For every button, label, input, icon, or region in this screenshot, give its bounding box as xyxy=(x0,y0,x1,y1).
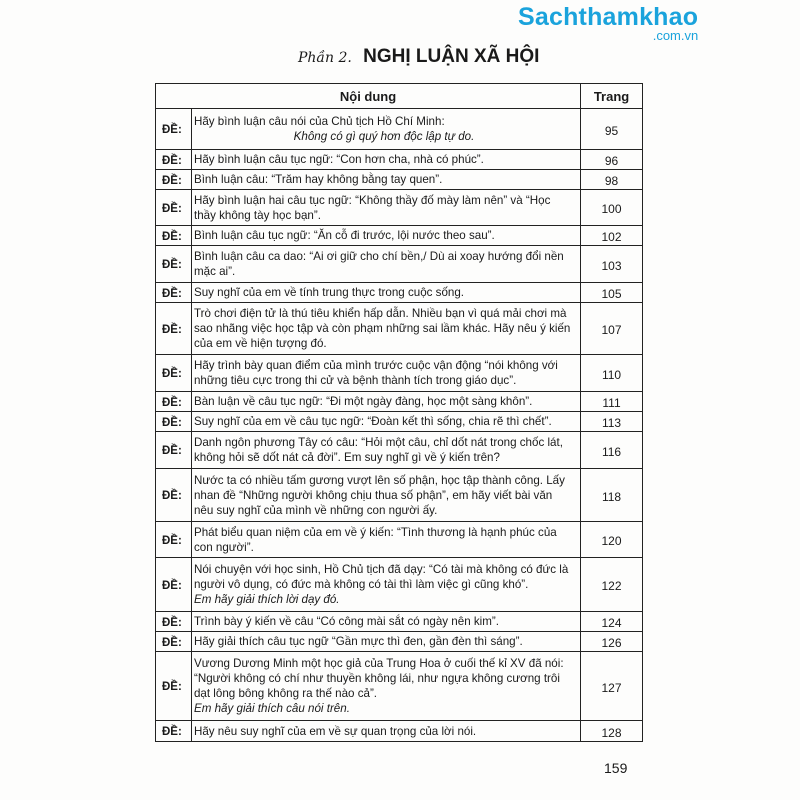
table-row xyxy=(156,412,643,432)
table-row xyxy=(156,303,643,355)
row-text-line: Nước ta có nhiều tấm gương vượt lên số phận, học tập thành công. Lấy nhan đề “Những người không chịu thua số phận”, em hãy viết bài văn nêu suy nghĩ của mình về những con người ấy. xyxy=(193,473,565,517)
table-row xyxy=(156,392,643,412)
row-content xyxy=(191,721,580,742)
watermark-domain: .com.vn xyxy=(652,28,699,43)
table-row xyxy=(156,226,643,246)
row-label: ĐỀ: xyxy=(156,558,192,612)
row-label: ĐỀ: xyxy=(156,469,192,522)
row-label: ĐỀ: xyxy=(156,432,192,469)
row-content xyxy=(191,246,580,283)
table-row xyxy=(156,246,643,283)
header-page: Trang xyxy=(581,84,643,109)
row-text-line: Suy nghĩ của em về tính trung thực trong cuộc sống. xyxy=(193,286,465,299)
row-content xyxy=(191,612,580,632)
row-text-line: Hãy nêu suy nghĩ của em về sự quan trọng của lời nói. xyxy=(193,724,477,738)
row-text-line: Hãy bình luận hai câu tục ngữ: “Không thầy đố mày làm nên” và “Học thầy không tày học bạn”. xyxy=(193,193,551,222)
row-content xyxy=(191,109,580,150)
table-row xyxy=(156,721,643,742)
table-row xyxy=(156,558,643,612)
header-content: Nội dung xyxy=(156,84,581,109)
row-content xyxy=(191,632,580,652)
row-text-line: Trò chơi điện tử là thú tiêu khiển hấp dẫn. Nhiều bạn vì quá mải chơi mà sao nhãng việc học tập và còn phạm những sai lầm khác. Hãy nêu ý kiến của em về hiện tượng đó. xyxy=(193,307,571,350)
table-row xyxy=(156,190,643,226)
contents-table xyxy=(155,83,643,742)
page-number: 159 xyxy=(604,760,628,776)
row-label: ĐỀ: xyxy=(156,355,192,392)
row-label: ĐỀ: xyxy=(156,150,192,170)
row-content xyxy=(191,303,580,355)
page-title xyxy=(298,46,539,68)
section-title: NGHỊ LUẬN XÃ HỘI xyxy=(363,46,540,67)
row-content xyxy=(191,150,580,170)
table-row xyxy=(156,109,643,150)
row-text-line: Em hãy giải thích câu nói trên. xyxy=(193,702,350,715)
row-label: ĐỀ: xyxy=(156,226,192,246)
row-text-line: Danh ngôn phương Tây có câu: “Hỏi một câu, chỉ dốt nát trong chốc lát, không hỏi sẽ dốt nát cả đời”. Em suy nghĩ gì về ý kiến trên? xyxy=(193,436,563,464)
row-label: ĐỀ: xyxy=(156,612,192,632)
row-text-line: Nói chuyện với học sinh, Hồ Chủ tịch đã dạy: “Có tài mà không có đức là người vô dụng, có đức mà không có tài thì làm việc gì cũng khó”. xyxy=(193,563,569,591)
row-content xyxy=(191,170,580,190)
table-header-row xyxy=(156,84,643,109)
row-page-number: 111 xyxy=(581,392,643,412)
row-label: ĐỀ: xyxy=(156,190,192,226)
row-page-number: 105 xyxy=(581,283,643,303)
part-label: Phần 2. xyxy=(298,50,352,66)
row-label: ĐỀ: xyxy=(156,109,192,150)
row-label: ĐỀ: xyxy=(156,721,192,742)
row-page-number: 118 xyxy=(581,469,643,522)
row-text-line: Hãy bình luận câu nói của Chủ tịch Hồ Chí Minh: xyxy=(193,115,445,128)
row-content xyxy=(191,432,580,469)
row-page-number: 113 xyxy=(581,412,643,432)
table-row xyxy=(156,632,643,652)
row-page-number: 126 xyxy=(581,632,643,652)
row-page-number: 122 xyxy=(581,558,643,612)
row-text-line: Không có gì quý hơn độc lập tự do. xyxy=(293,130,475,143)
table-row xyxy=(156,355,643,392)
row-content xyxy=(191,558,580,612)
table-row xyxy=(156,150,643,170)
row-page-number: 102 xyxy=(581,226,643,246)
row-label: ĐỀ: xyxy=(156,652,192,721)
table-row xyxy=(156,612,643,632)
row-label: ĐỀ: xyxy=(156,246,192,283)
row-text-line: Hãy trình bày quan điểm của mình trước cuộc vận động “nói không với những tiêu cực trong thi cử và bệnh thành tích trong giáo dục”. xyxy=(193,359,558,387)
row-content xyxy=(191,355,580,392)
table-row xyxy=(156,170,643,190)
row-text-line: Em hãy giải thích lời dạy đó. xyxy=(193,593,340,606)
row-page-number: 128 xyxy=(581,721,643,742)
row-page-number: 124 xyxy=(581,612,643,632)
row-label: ĐỀ: xyxy=(156,632,192,652)
row-content xyxy=(191,392,580,412)
row-page-number: 116 xyxy=(581,432,643,469)
watermark-brand: Sachthamkhao xyxy=(518,3,699,31)
row-label: ĐỀ: xyxy=(156,283,192,303)
row-page-number: 100 xyxy=(581,190,643,226)
row-label: ĐỀ: xyxy=(156,170,192,190)
row-text-line: Hãy bình luận câu tục ngữ: “Con hơn cha, nhà có phúc”. xyxy=(193,153,484,166)
row-content xyxy=(191,190,580,226)
row-page-number: 95 xyxy=(581,109,643,150)
row-page-number: 110 xyxy=(581,355,643,392)
row-content xyxy=(191,226,580,246)
row-label: ĐỀ: xyxy=(156,392,192,412)
row-content xyxy=(191,283,580,303)
row-text-line: Bình luận câu: “Trăm hay không bằng tay quen”. xyxy=(193,173,443,186)
row-content xyxy=(191,522,580,558)
watermark-logo xyxy=(518,3,698,43)
table-row xyxy=(156,652,643,721)
row-page-number: 96 xyxy=(581,150,643,170)
row-content xyxy=(191,652,580,721)
row-label: ĐỀ: xyxy=(156,522,192,558)
row-page-number: 103 xyxy=(581,246,643,283)
table-row xyxy=(156,469,643,522)
contents-body xyxy=(156,109,643,742)
row-label: ĐỀ: xyxy=(156,303,192,355)
table-row xyxy=(156,283,643,303)
row-text-line: Trình bày ý kiến về câu “Có công mài sắt có ngày nên kim”. xyxy=(193,615,499,628)
row-page-number: 127 xyxy=(581,652,643,721)
row-text-line: Hãy giải thích câu tục ngữ “Gần mực thì đen, gần đèn thì sáng”. xyxy=(193,635,523,648)
row-text-line: Bình luận câu tục ngữ: “Ăn cỗ đi trước, lội nước theo sau”. xyxy=(193,229,495,242)
row-page-number: 120 xyxy=(581,522,643,558)
row-text-line: Vương Dương Minh một học giả của Trung Hoa ở cuối thế kỉ XV đã nói: “Người không có chí như thuyền không lái, như ngựa không cương trôi dạt lông bông không ra thế nào cả”. xyxy=(193,657,564,700)
row-page-number: 98 xyxy=(581,170,643,190)
row-text-line: Bàn luận về câu tục ngữ: “Đi một ngày đàng, học một sàng khôn”. xyxy=(193,395,533,408)
row-label: ĐỀ: xyxy=(156,412,192,432)
row-page-number: 107 xyxy=(581,303,643,355)
table-row xyxy=(156,522,643,558)
row-content xyxy=(191,469,580,522)
row-text-line: Phát biểu quan niệm của em về ý kiến: “Tình thương là hạnh phúc của con người”. xyxy=(193,525,557,554)
row-content xyxy=(191,412,580,432)
row-text-line: Suy nghĩ của em về câu tục ngữ: “Đoàn kết thì sống, chia rẽ thì chết”. xyxy=(193,415,552,428)
row-text-line: Bình luận câu ca dao: “Ai ơi giữ cho chí bền,/ Dù ai xoay hướng đổi nền mặc ai”. xyxy=(193,250,564,278)
table-row xyxy=(156,432,643,469)
